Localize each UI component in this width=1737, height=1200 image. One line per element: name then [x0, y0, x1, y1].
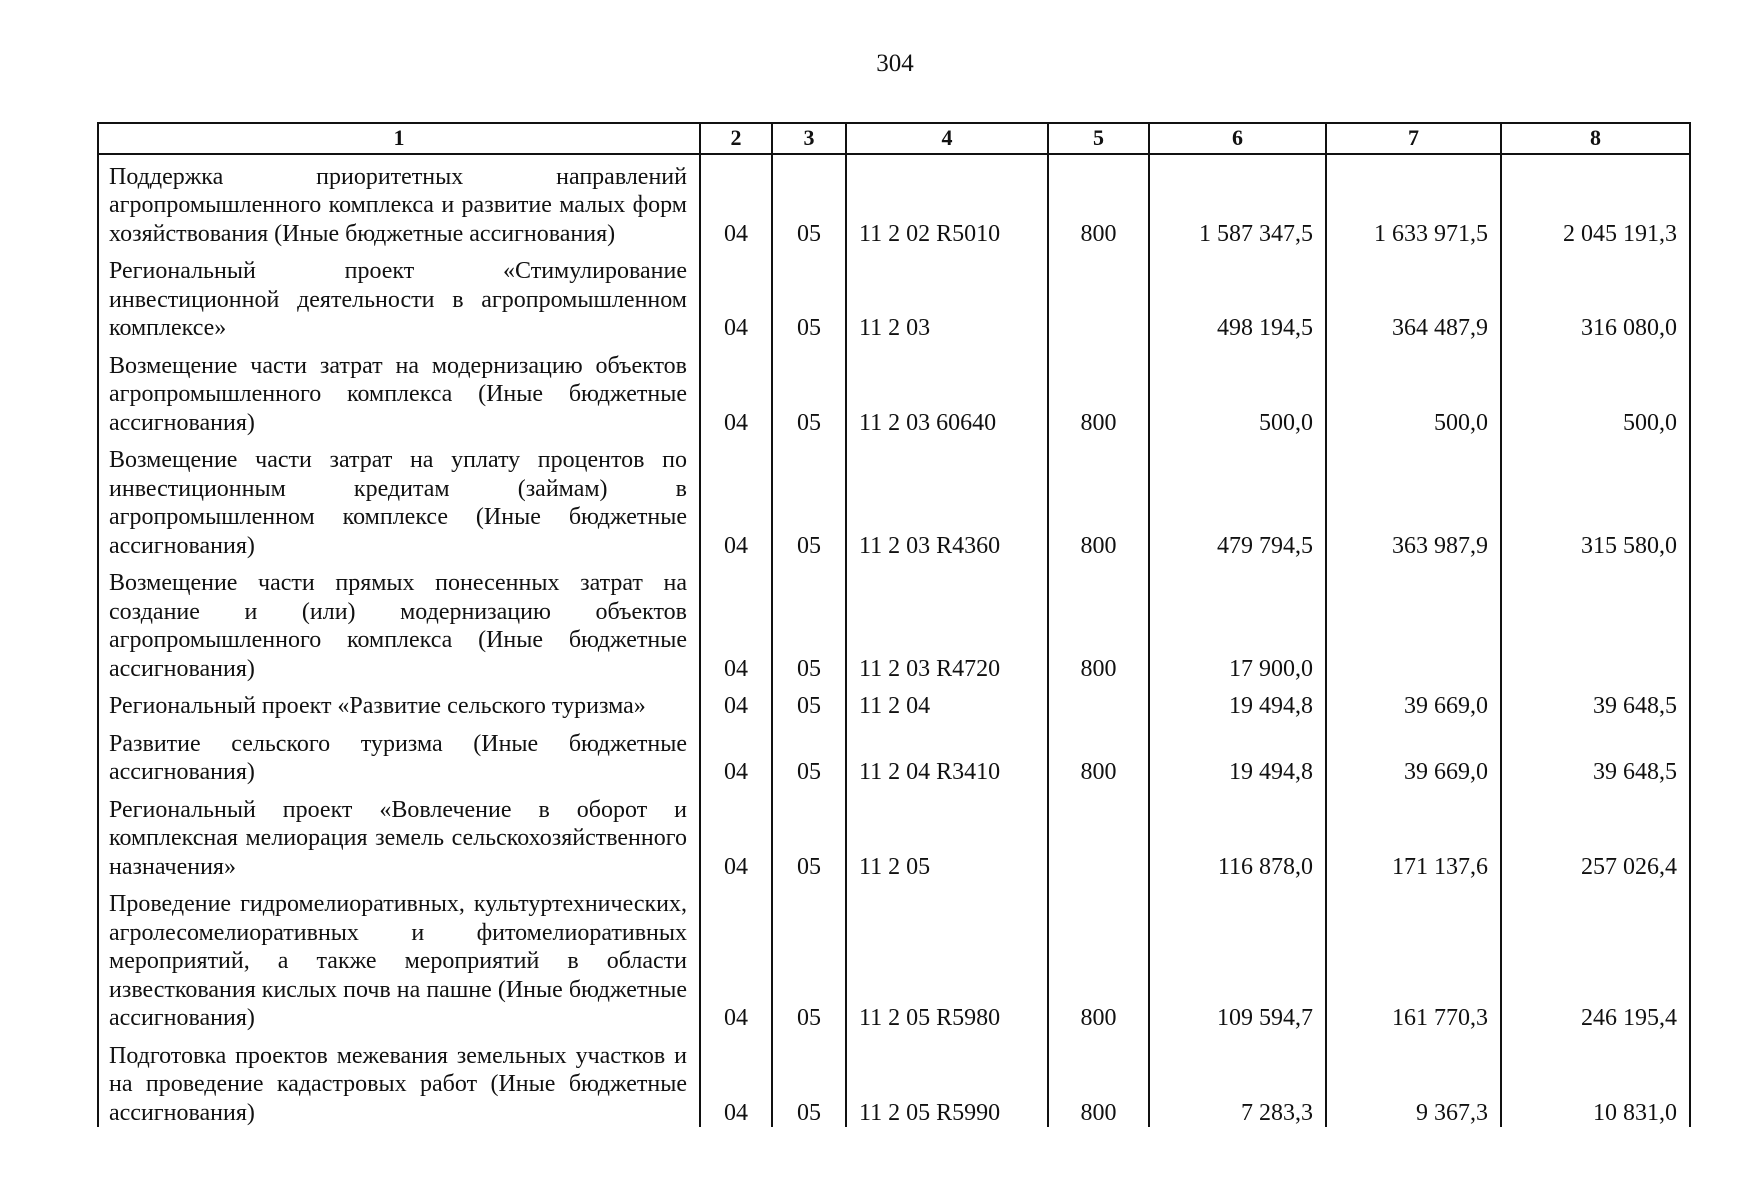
expense-type-code: [1048, 787, 1149, 882]
subsection-code: 05: [772, 437, 846, 560]
expense-type-code: 800: [1048, 154, 1149, 249]
amount-col-6: 498 194,5: [1149, 248, 1326, 343]
amount-col-7: [1326, 560, 1501, 683]
amount-col-7: 171 137,6: [1326, 787, 1501, 882]
table-row: [98, 560, 1690, 683]
table-row: [98, 683, 1690, 721]
amount-col-8: 2 045 191,3: [1501, 154, 1690, 249]
target-article-code: 11 2 05 R5990: [846, 1033, 1048, 1128]
subsection-code: 05: [772, 560, 846, 683]
target-article-code: 11 2 04: [846, 683, 1048, 721]
section-code: 04: [700, 248, 772, 343]
item-name: Проведение гидромелиоративных, культуртехнических, агролесомелиоративных и фитомелиоративных мероприятий, а также мероприятий в области известкования кислых почв на пашне (Иные бюджетные ассигнования): [98, 881, 700, 1033]
subsection-code: 05: [772, 343, 846, 438]
table-row: [98, 437, 1690, 560]
amount-col-7: 39 669,0: [1326, 683, 1501, 721]
table-row: [98, 343, 1690, 438]
table-row: [98, 881, 1690, 1033]
section-code: 04: [700, 437, 772, 560]
expense-type-code: [1048, 248, 1149, 343]
item-name: Возмещение части затрат на уплату процентов по инвестиционным кредитам (займам) в агропромышленном комплексе (Иные бюджетные ассигнования): [98, 437, 700, 560]
subsection-code: 05: [772, 721, 846, 787]
column-header: 8: [1501, 123, 1690, 154]
item-name: Развитие сельского туризма (Иные бюджетные ассигнования): [98, 721, 700, 787]
item-name: Региональный проект «Вовлечение в оборот и комплексная мелиорация земель сельскохозяйственного назначения»: [98, 787, 700, 882]
section-code: 04: [700, 881, 772, 1033]
amount-col-8: 316 080,0: [1501, 248, 1690, 343]
target-article-code: 11 2 03: [846, 248, 1048, 343]
target-article-code: 11 2 03 R4720: [846, 560, 1048, 683]
amount-col-7: 9 367,3: [1326, 1033, 1501, 1128]
expense-type-code: 800: [1048, 721, 1149, 787]
item-name: Возмещение части затрат на модернизацию объектов агропромышленного комплекса (Иные бюджетные ассигнования): [98, 343, 700, 438]
target-article-code: 11 2 03 60640: [846, 343, 1048, 438]
page-number: 304: [876, 50, 914, 77]
amount-col-7: 39 669,0: [1326, 721, 1501, 787]
expense-type-code: [1048, 683, 1149, 721]
target-article-code: 11 2 05 R5980: [846, 881, 1048, 1033]
amount-col-8: 39 648,5: [1501, 721, 1690, 787]
amount-col-6: 17 900,0: [1149, 560, 1326, 683]
target-article-code: 11 2 02 R5010: [846, 154, 1048, 249]
target-article-code: 11 2 04 R3410: [846, 721, 1048, 787]
amount-col-6: 7 283,3: [1149, 1033, 1326, 1128]
amount-col-6: 19 494,8: [1149, 683, 1326, 721]
table-row: [98, 721, 1690, 787]
section-code: 04: [700, 1033, 772, 1128]
subsection-code: 05: [772, 154, 846, 249]
table-row: [98, 154, 1690, 249]
column-header: 3: [772, 123, 846, 154]
amount-col-6: 500,0: [1149, 343, 1326, 438]
subsection-code: 05: [772, 881, 846, 1033]
amount-col-6: 1 587 347,5: [1149, 154, 1326, 249]
item-name: Подготовка проектов межевания земельных участков и на проведение кадастровых работ (Иные бюджетные ассигнования): [98, 1033, 700, 1128]
column-header: 4: [846, 123, 1048, 154]
amount-col-8: 315 580,0: [1501, 437, 1690, 560]
amount-col-7: 364 487,9: [1326, 248, 1501, 343]
amount-col-6: 19 494,8: [1149, 721, 1326, 787]
subsection-code: 05: [772, 683, 846, 721]
column-header: 2: [700, 123, 772, 154]
section-code: 04: [700, 154, 772, 249]
table-row: [98, 787, 1690, 882]
column-header: 1: [98, 123, 700, 154]
item-name: Региональный проект «Развитие сельского туризма»: [98, 683, 700, 721]
column-header: 6: [1149, 123, 1326, 154]
section-code: 04: [700, 787, 772, 882]
amount-col-8: 246 195,4: [1501, 881, 1690, 1033]
amount-col-6: 116 878,0: [1149, 787, 1326, 882]
amount-col-8: 500,0: [1501, 343, 1690, 438]
expense-type-code: 800: [1048, 1033, 1149, 1128]
section-code: 04: [700, 721, 772, 787]
amount-col-6: 109 594,7: [1149, 881, 1326, 1033]
target-article-code: 11 2 05: [846, 787, 1048, 882]
budget-table: [97, 122, 1691, 1127]
section-code: 04: [700, 560, 772, 683]
amount-col-8: 257 026,4: [1501, 787, 1690, 882]
subsection-code: 05: [772, 248, 846, 343]
amount-col-7: 363 987,9: [1326, 437, 1501, 560]
column-header: 7: [1326, 123, 1501, 154]
subsection-code: 05: [772, 1033, 846, 1128]
column-header: 5: [1048, 123, 1149, 154]
amount-col-6: 479 794,5: [1149, 437, 1326, 560]
subsection-code: 05: [772, 787, 846, 882]
amount-col-7: 161 770,3: [1326, 881, 1501, 1033]
amount-col-7: 500,0: [1326, 343, 1501, 438]
item-name: Возмещение части прямых понесенных затрат на создание и (или) модернизацию объектов агропромышленного комплекса (Иные бюджетные ассигнования): [98, 560, 700, 683]
item-name: Поддержка приоритетных направлений агропромышленного комплекса и развитие малых форм хозяйствования (Иные бюджетные ассигнования): [98, 154, 700, 249]
item-name: Региональный проект «Стимулирование инвестиционной деятельности в агропромышленном комплексе»: [98, 248, 700, 343]
expense-type-code: 800: [1048, 343, 1149, 438]
section-code: 04: [700, 343, 772, 438]
amount-col-8: 10 831,0: [1501, 1033, 1690, 1128]
amount-col-8: 39 648,5: [1501, 683, 1690, 721]
section-code: 04: [700, 683, 772, 721]
expense-type-code: 800: [1048, 560, 1149, 683]
table-row: [98, 1033, 1690, 1128]
table-row: [98, 248, 1690, 343]
expense-type-code: 800: [1048, 881, 1149, 1033]
header-row: [98, 123, 1690, 154]
expense-type-code: 800: [1048, 437, 1149, 560]
target-article-code: 11 2 03 R4360: [846, 437, 1048, 560]
amount-col-8: [1501, 560, 1690, 683]
amount-col-7: 1 633 971,5: [1326, 154, 1501, 249]
